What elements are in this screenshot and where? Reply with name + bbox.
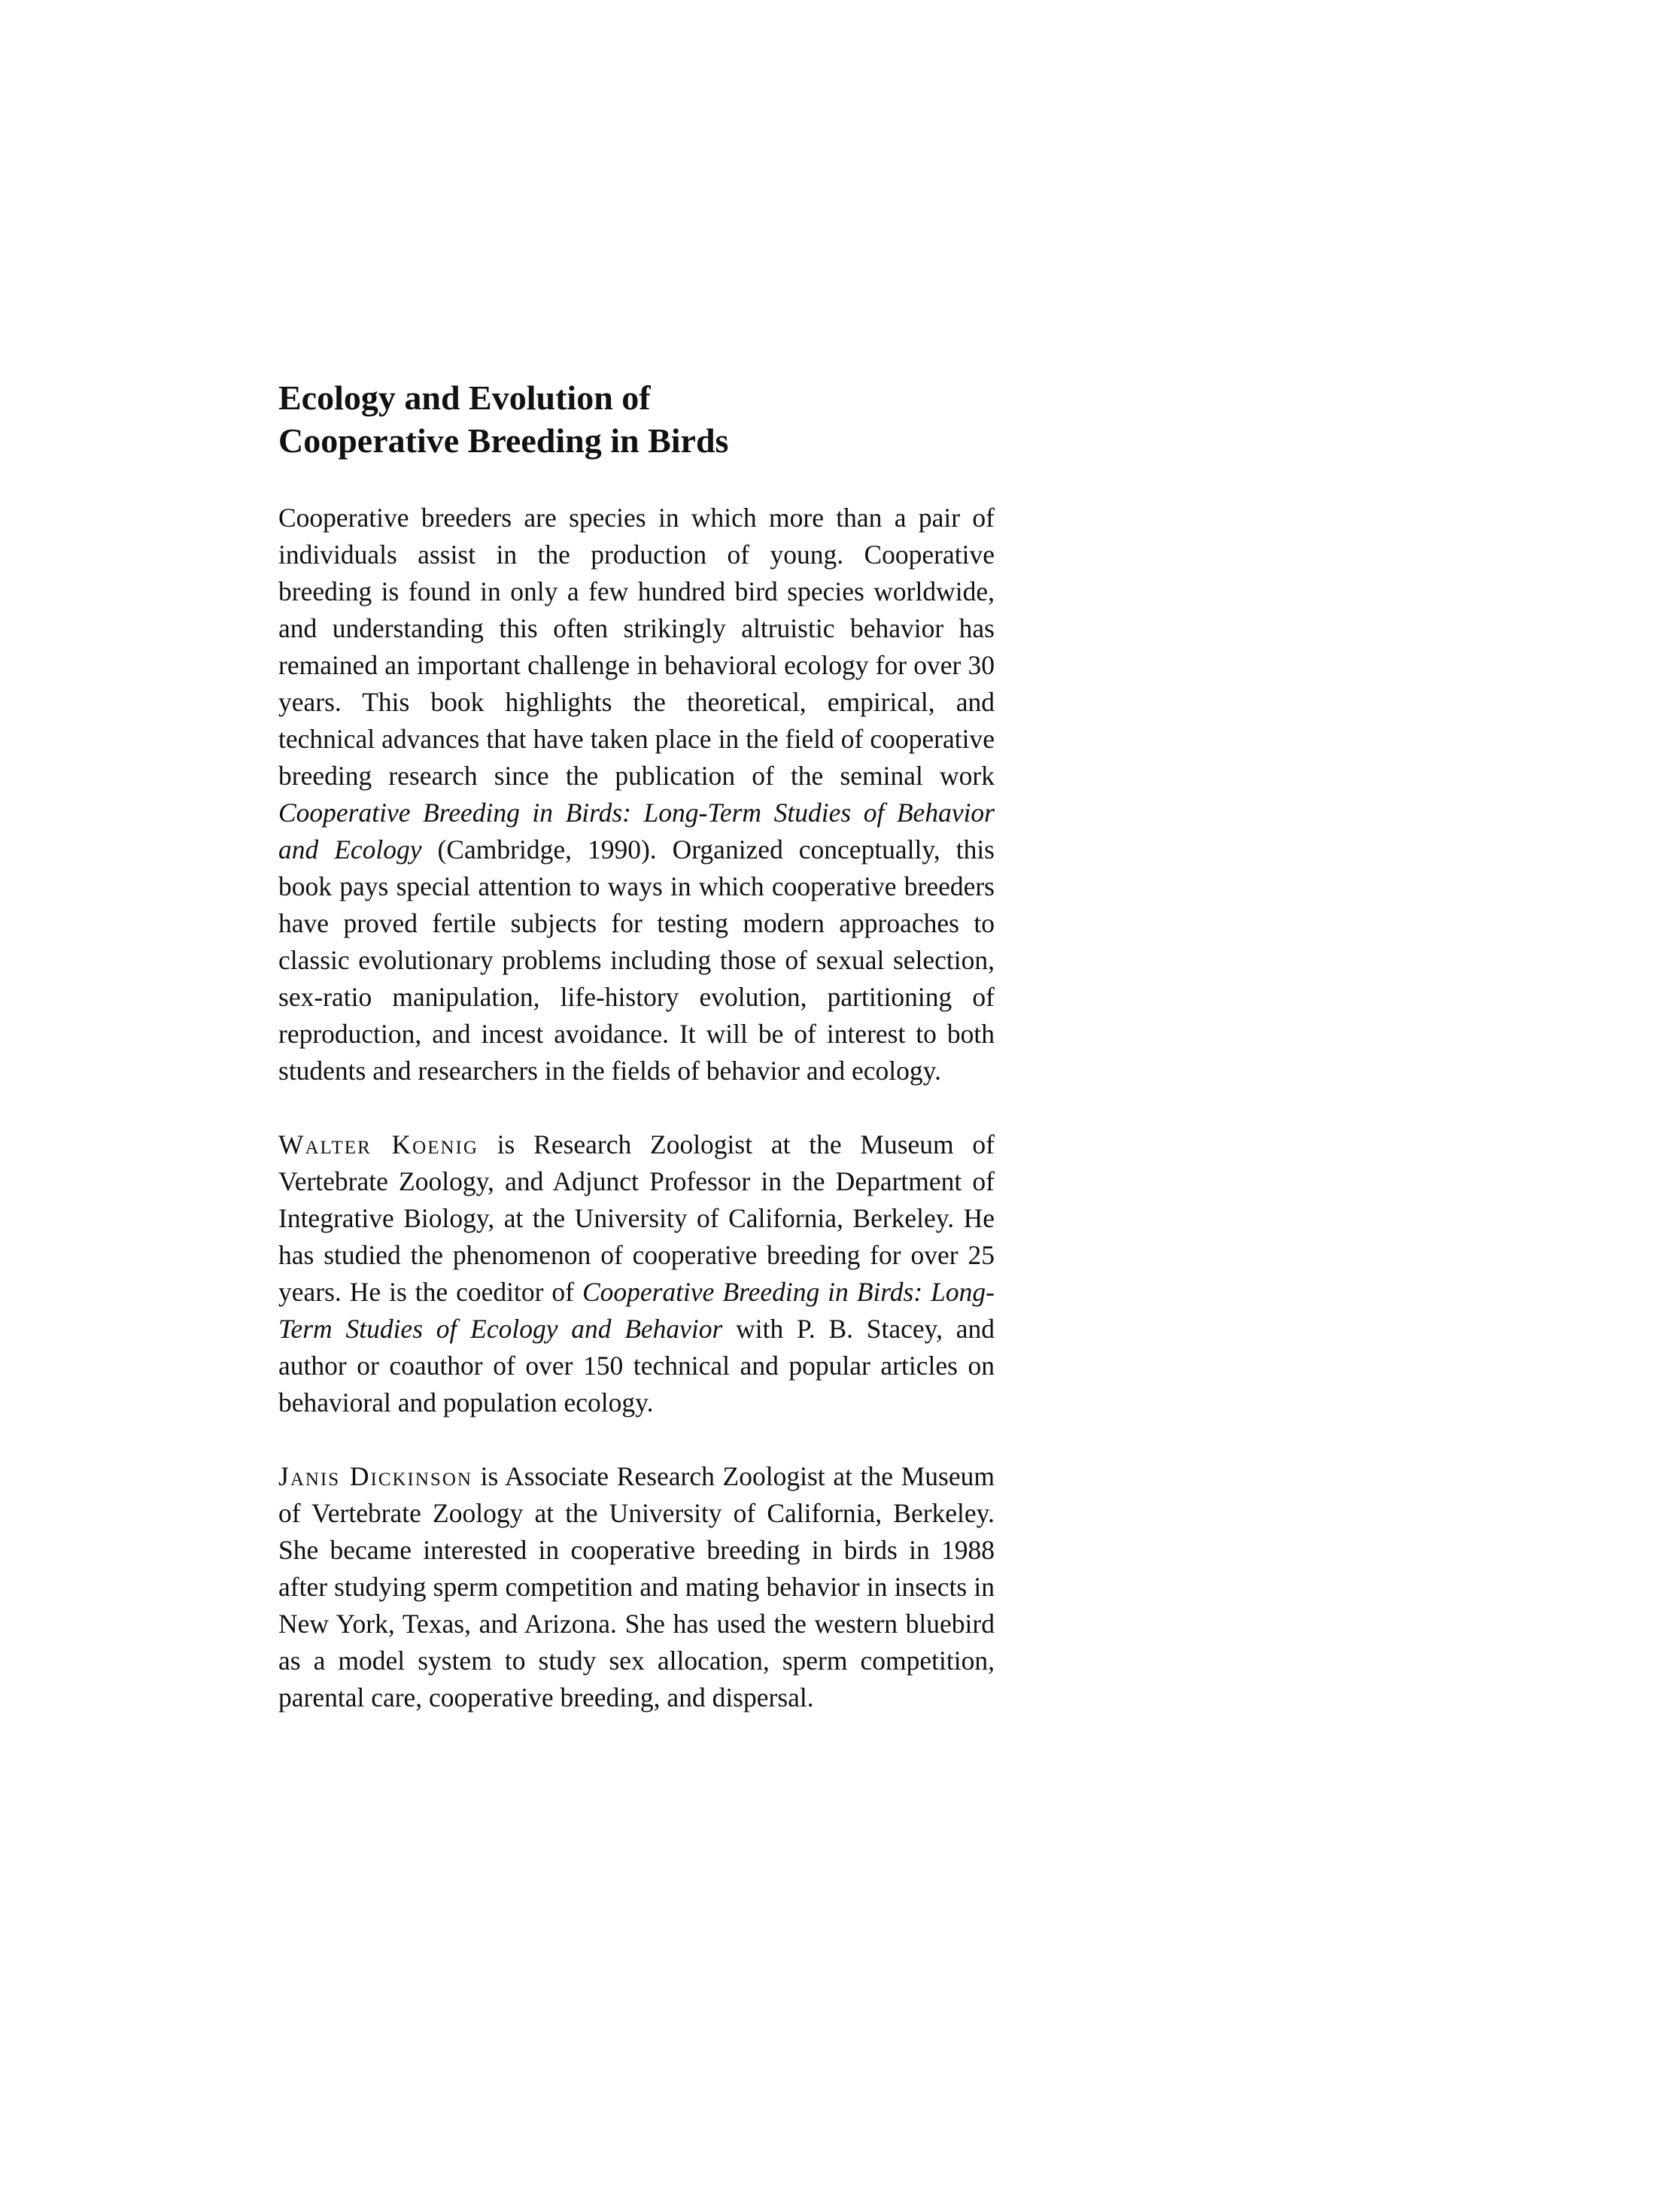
book-description <box>278 500 995 1089</box>
author-bio-koenig-cited-title: Cooperative Breeding in Birds: Long-Term Studies of Ecology and Behavior <box>278 1277 995 1344</box>
text-block <box>278 376 995 1753</box>
author-name-dickinson: Janis Dickinson <box>278 1461 472 1491</box>
book-title <box>278 376 995 462</box>
description-text-2: (Cambridge, 1990). Organized conceptually, this book pays special attention to ways in which cooperative breeders have proved fertile subjects for testing modern approaches to classic evolutionary problems including those of sexual selection, sex-ratio manipulation, life-history evolution, partitioning of reproduction, and incest avoidance. It will be of interest to both students and researchers in the fields of behavior and ecology. <box>278 834 995 1086</box>
author-bio-koenig <box>278 1126 995 1421</box>
description-text-1: Cooperative breeders are species in which more than a pair of individuals assist in the production of young. Cooperative breeding is found in only a few hundred bird species worldwide, and understanding this often strikingly altruistic behavior has remained an important challenge in behavioral ecology for over 30 years. This book highlights the theoretical, empirical, and technical advances that have taken place in the field of cooperative breeding research since the publication of the seminal work <box>278 503 995 791</box>
book-title-line-1: Ecology and Evolution of <box>278 378 651 417</box>
author-bio-koenig-text-2: with P. B. Stacey, and author or coauthor of over 150 technical and popular articles on behavioral and population ecology. <box>278 1314 995 1418</box>
author-name-koenig: Walter Koenig <box>278 1129 478 1159</box>
book-title-line-2: Cooperative Breeding in Birds <box>278 421 729 460</box>
author-bio-koenig-text-1: is Research Zoologist at the Museum of Vertebrate Zoology, and Adjunct Professor in the Department of Integrative Biology, at the University of California, Berkeley. He has studied the phenomenon of cooperative breeding for over 25 years. He is the coeditor of <box>278 1129 995 1307</box>
description-cited-title: Cooperative Breeding in Birds: Long-Term Studies of Behavior and Ecology <box>278 798 995 865</box>
author-bio-dickinson <box>278 1458 995 1716</box>
author-bio-dickinson-text: is Associate Research Zoologist at the Museum of Vertebrate Zoology at the University of California, Berkeley. She became interested in cooperative breeding in birds in 1988 after studying sperm competition and mating behavior in insects in New York, Texas, and Arizona. She has used the western bluebird as a model system to study sex allocation, sperm competition, parental care, cooperative breeding, and dispersal. <box>278 1461 995 1712</box>
